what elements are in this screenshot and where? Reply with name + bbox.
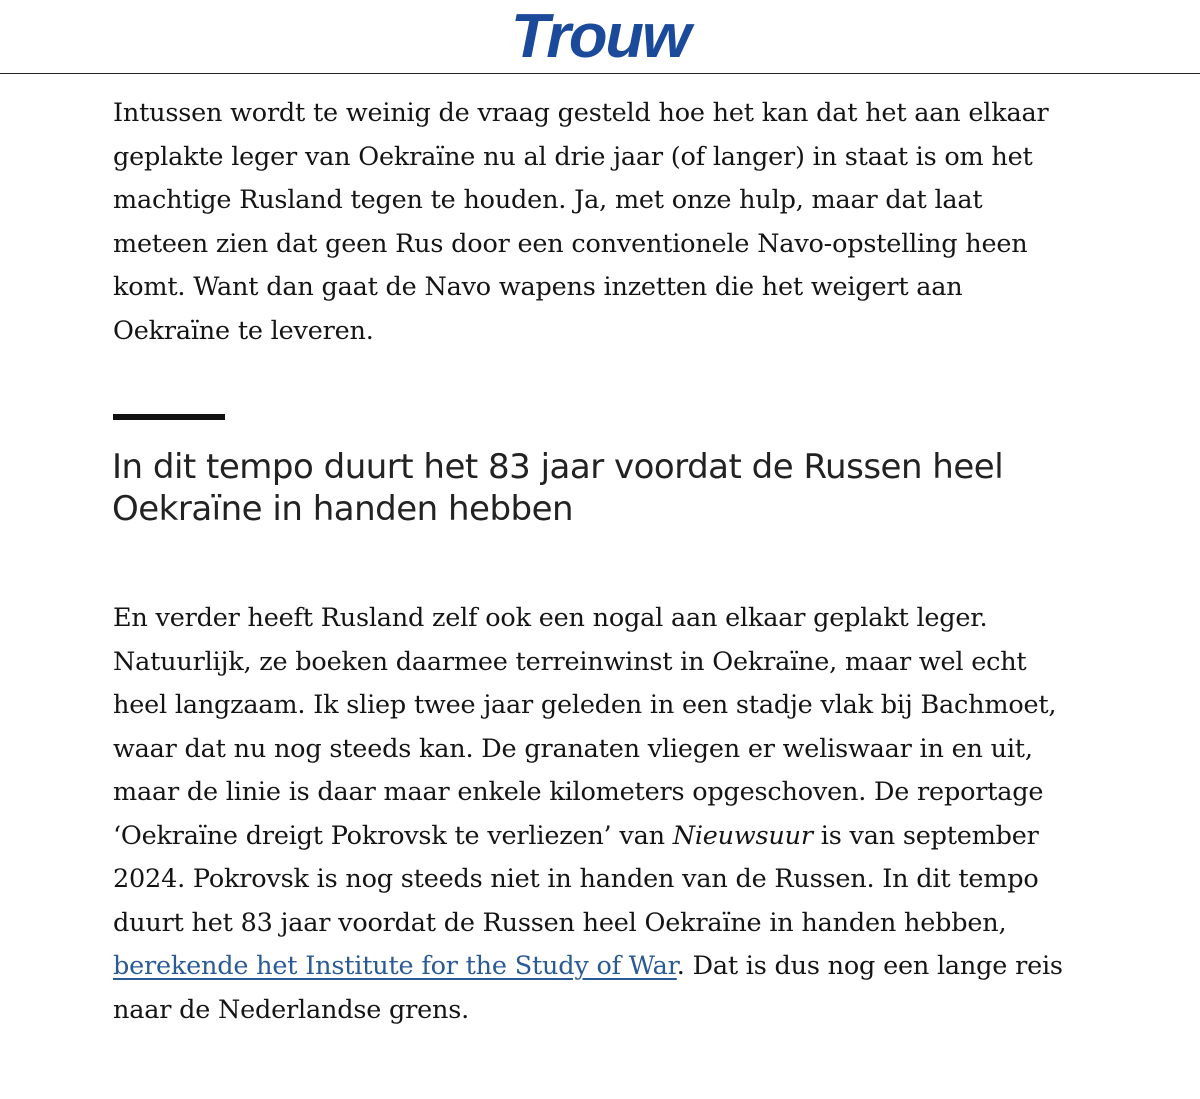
article-paragraph: Intussen wordt te weinig de vraag gesteld hoe het kan dat het aan elkaar geplakte leger van Oekraïne nu al drie jaar (of langer) in staat is om het machtige Rusland tegen te houden. Ja, met onze hulp, maar dat laat meteen zien dat geen Rus door een conventionele Navo-opstelling heen komt. Want dan gaat de Navo wapens inzetten die het weigert aan Oekraïne te leveren.	[113, 98, 1049, 346]
pull-quote: In dit tempo duurt het 83 jaar voordat de Russen heel Oekraïne in handen hebben	[112, 447, 1004, 529]
paragraph-text: . Dat is dus nog een lange reis naar de Nederlandse grens.	[113, 951, 1063, 1025]
article-paragraph	[113, 597, 1073, 1032]
paragraph-text: En verder heeft Rusland zelf ook een nogal aan elkaar geplakt leger. Natuurlijk, ze boeken daarmee terreinwinst in Oekraïne, maar wel echt heel langzaam. Ik sliep twee jaar geleden in een stadje vlak bij Bachmoet, waar dat nu nog steeds kan. De granaten vliegen er weliswaar in en uit, maar de linie is daar maar enkele kilometers opgeschoven. De reportage ‘Oekraïne dreigt Pokrovsk te verliezen’ van	[113, 603, 1057, 851]
site-header	[0, 0, 1200, 74]
trouw-logo[interactable]: Trouw	[510, 2, 690, 71]
paragraph-text: is van september 2024. Pokrovsk is nog steeds niet in handen van de Russen. In dit tempo duurt het 83 jaar voordat de Russen heel Oekraïne in handen hebben,	[113, 820, 1039, 938]
program-name-emphasis: Nieuwsuur	[672, 820, 813, 851]
isw-source-link[interactable]: berekende het Institute for the Study of War	[113, 951, 677, 981]
pull-quote-divider	[113, 414, 225, 420]
